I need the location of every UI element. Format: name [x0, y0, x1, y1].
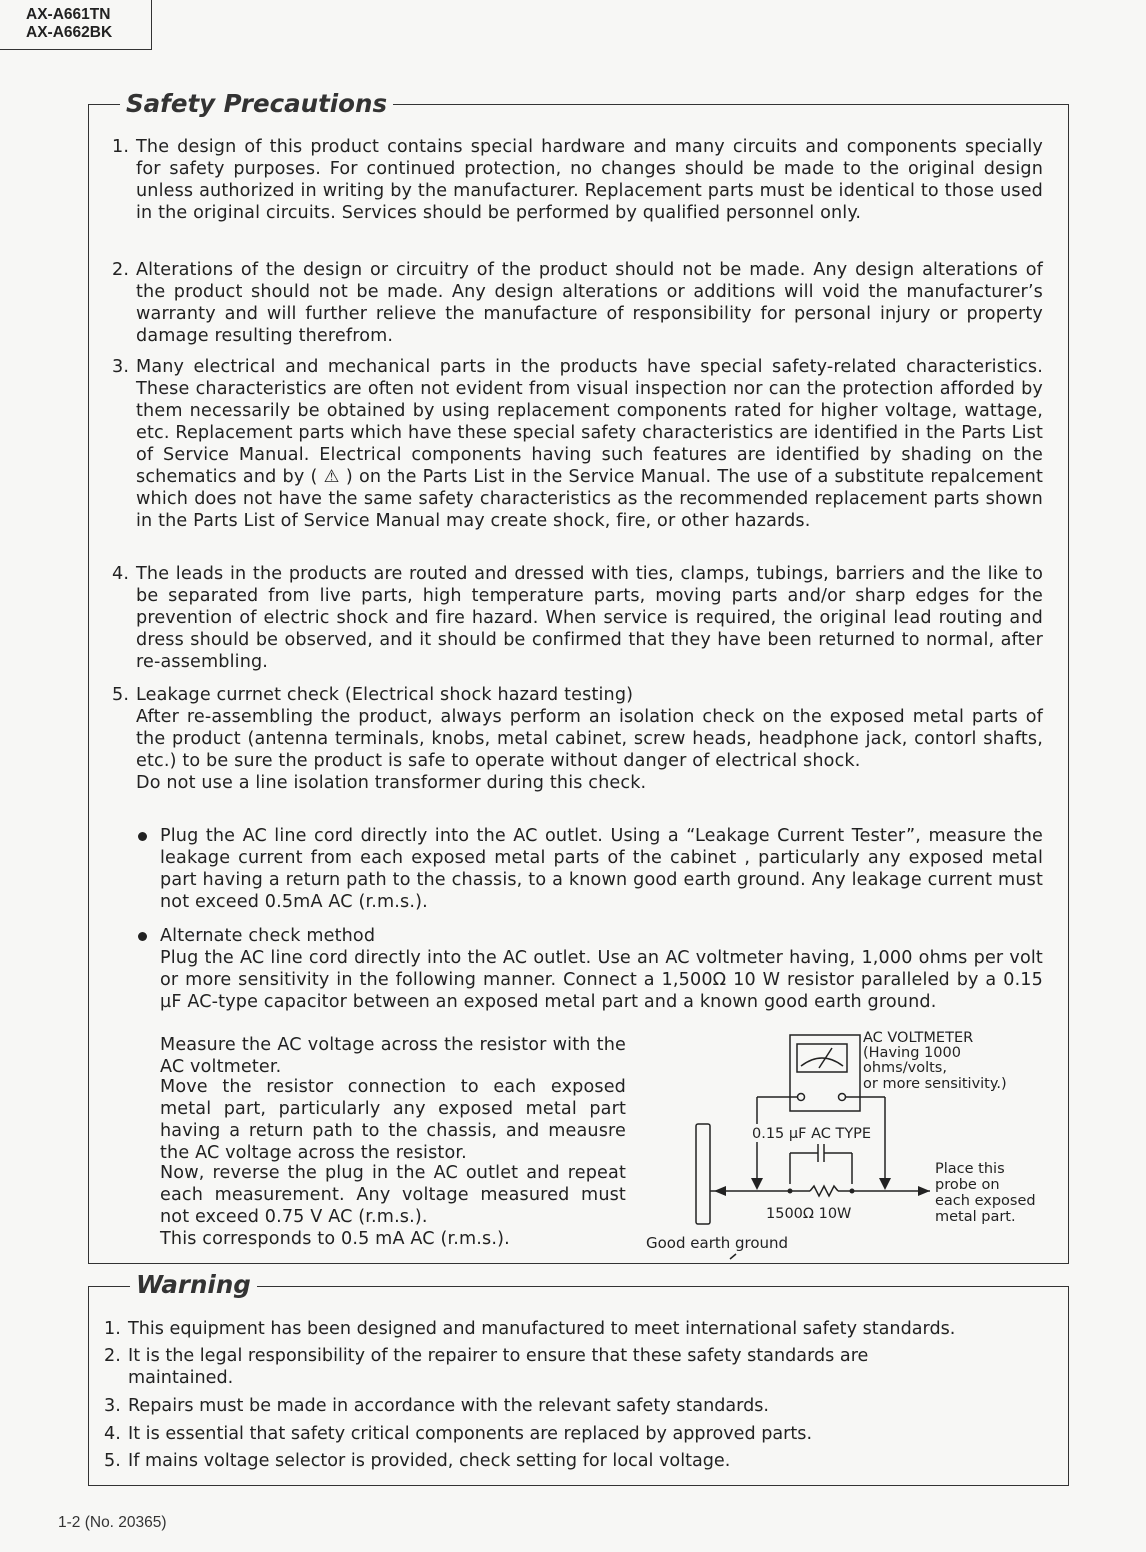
safety-item-2: 2. Alterations of the design or circuitry of the product should not be made. Any design alterations of the product should not be made. Any design alterations or additions will void the manufacturer’s warranty and will further relieve the manufacture of responsibility for personal injury or property damage resulting therefrom.: [112, 260, 1043, 346]
probe-label-4: metal part.: [935, 1209, 1016, 1225]
model-number-box: [0, 0, 152, 50]
bullet-2-dot: [138, 932, 147, 941]
voltmeter-label-2: (Having 1000: [863, 1045, 961, 1061]
voltmeter-label-1: AC VOLTMETER: [863, 1030, 974, 1046]
safety-item-1: 1. The design of this product contains special hardware and many circuits and components specially for safety purposes. For continued protection, no changes should be made to the original design unless authorized in writing by the manufacturer. Replacement parts must be identical to those used in the original circuits. Services should be performed by qualified personnel only.: [112, 137, 1043, 223]
voltmeter-label-4: or more sensitivity.): [863, 1076, 1007, 1092]
probe-label-2: probe on: [935, 1177, 1000, 1193]
leakage-heading: Leakage currnet check (Electrical shock hazard testing): [136, 685, 634, 705]
alternate-check-paragraph: Plug the AC line cord directly into the AC outlet. Use an AC voltmeter having, 1,000 ohms per volt or more sensitivity in the following manner. Connect a 1,500Ω 10 W resistor paralleled by a 0.15 µF AC-type capacitor between an exposed metal part and a known good earth ground.: [160, 948, 1043, 1012]
alternate-check-heading: Alternate check method: [160, 926, 376, 946]
alternate-check-paragraph-3: Move the resistor connection to each exposed metal part, particularly any exposed metal part having a return path to the chassis, and meausre the AC voltage across the resistor.: [160, 1077, 626, 1163]
safety-precautions-title: Safety Precautions: [120, 89, 393, 119]
warning-item-2: 2. It is the legal responsibility of the repairer to ensure that these safety standards are maintained.: [104, 1346, 869, 1388]
model-number-2: AX-A662BK: [26, 24, 113, 41]
probe-label-3: each exposed: [935, 1193, 1036, 1209]
safety-item-5: 5. Leakage currnet check (Electrical shock hazard testing) After re-assembling the product, always perform an isolation check on the exposed metal parts of the product (antenna terminals, knobs, metal cabinet, screw heads, headphone jack, contorl shafts, etc.) to be sure the product is safe to operate without danger of electrical shock. Do not use a line isolation transformer during this check.: [112, 685, 1043, 793]
alternate-check-paragraph-4: Now, reverse the plug in the AC outlet and repeat each measurement. Any voltage measured must not exceed 0.75 V AC (r.m.s.).: [160, 1163, 626, 1227]
safety-item-4: 4. The leads in the products are routed and dressed with ties, clamps, tubings, barriers and the like to be separated from live parts, high temperature parts, moving parts and/or sharp edges for the prevention of electric shock and fire hazard. When service is required, the original lead routing and dress should be observed, and it should be confirmed that they have been returned to normal, after re-assembling.: [112, 564, 1043, 672]
bullet-1-dot: [138, 832, 147, 841]
alternate-check-paragraph-2: Measure the AC voltage across the resistor with the AC voltmeter.: [160, 1035, 626, 1077]
warning-item-1: 1. This equipment has been designed and manufactured to meet international safety standards.: [104, 1319, 956, 1339]
voltmeter-box: [790, 1035, 860, 1111]
leakage-paragraph-2: Do not use a line isolation transformer during this check.: [136, 773, 647, 793]
warning-title: Warning: [130, 1270, 257, 1300]
alternate-check-paragraph-5: This corresponds to 0.5 mA AC (r.m.s.).: [160, 1229, 510, 1249]
model-number-1: AX-A661TN: [26, 6, 111, 23]
safety-item-3: 3. Many electrical and mechanical parts in the products have special safety-related characteristics. These characteristics are often not evident from visual inspection nor can the protection afforded by them necessarily be obtained by using replacement components rated for higher voltage, wattage, etc. Replacement parts which have these special safety characteristics are identified in the Parts List of Service Manual. Electrical components having such features are identified by shading on the schematics and by ( ⚠ ) on the Parts List in the Service Manual. The use of a substitute repalcement which does not have the same safety characteristics as the recommended replacement parts shown in the Parts List of Service Manual may create shock, fire, or other hazards.: [112, 357, 1043, 531]
warning-item-5: 5. If mains voltage selector is provided, check setting for local voltage.: [104, 1451, 731, 1471]
leakage-paragraph: After re-assembling the product, always perform an isolation check on the exposed metal parts of the product (antenna terminals, knobs, metal cabinet, screw heads, headphone jack, contorl shafts, etc.) to be sure the product is safe to operate without danger of electrical shock.: [136, 707, 1043, 771]
capacitor-label: 0.15 µF AC TYPE: [752, 1126, 872, 1142]
ground-plate: [696, 1124, 710, 1224]
probe-label-1: Place this: [935, 1161, 1005, 1177]
leakage-test-diagram: [640, 1024, 1060, 1260]
leakage-bullet-1: Plug the AC line cord directly into the AC outlet. Using a “Leakage Current Tester”, measure the leakage current from each exposed metal parts of the cabinet , particularly any exposed metal part having a return path to the chassis, to a known good earth ground. Any leakage current must not exceed 0.5mA AC (r.m.s.).: [160, 826, 1043, 912]
resistor-label: 1500Ω 10W: [766, 1206, 852, 1222]
voltmeter-label-3: ohms/volts,: [863, 1060, 947, 1076]
warning-item-4: 4. It is essential that safety critical components are replaced by approved parts.: [104, 1424, 813, 1444]
warning-item-3: 3. Repairs must be made in accordance with the relevant safety standards.: [104, 1396, 770, 1416]
page-number: 1-2 (No. 20365): [58, 1514, 167, 1531]
ground-label: Good earth ground: [646, 1234, 789, 1252]
